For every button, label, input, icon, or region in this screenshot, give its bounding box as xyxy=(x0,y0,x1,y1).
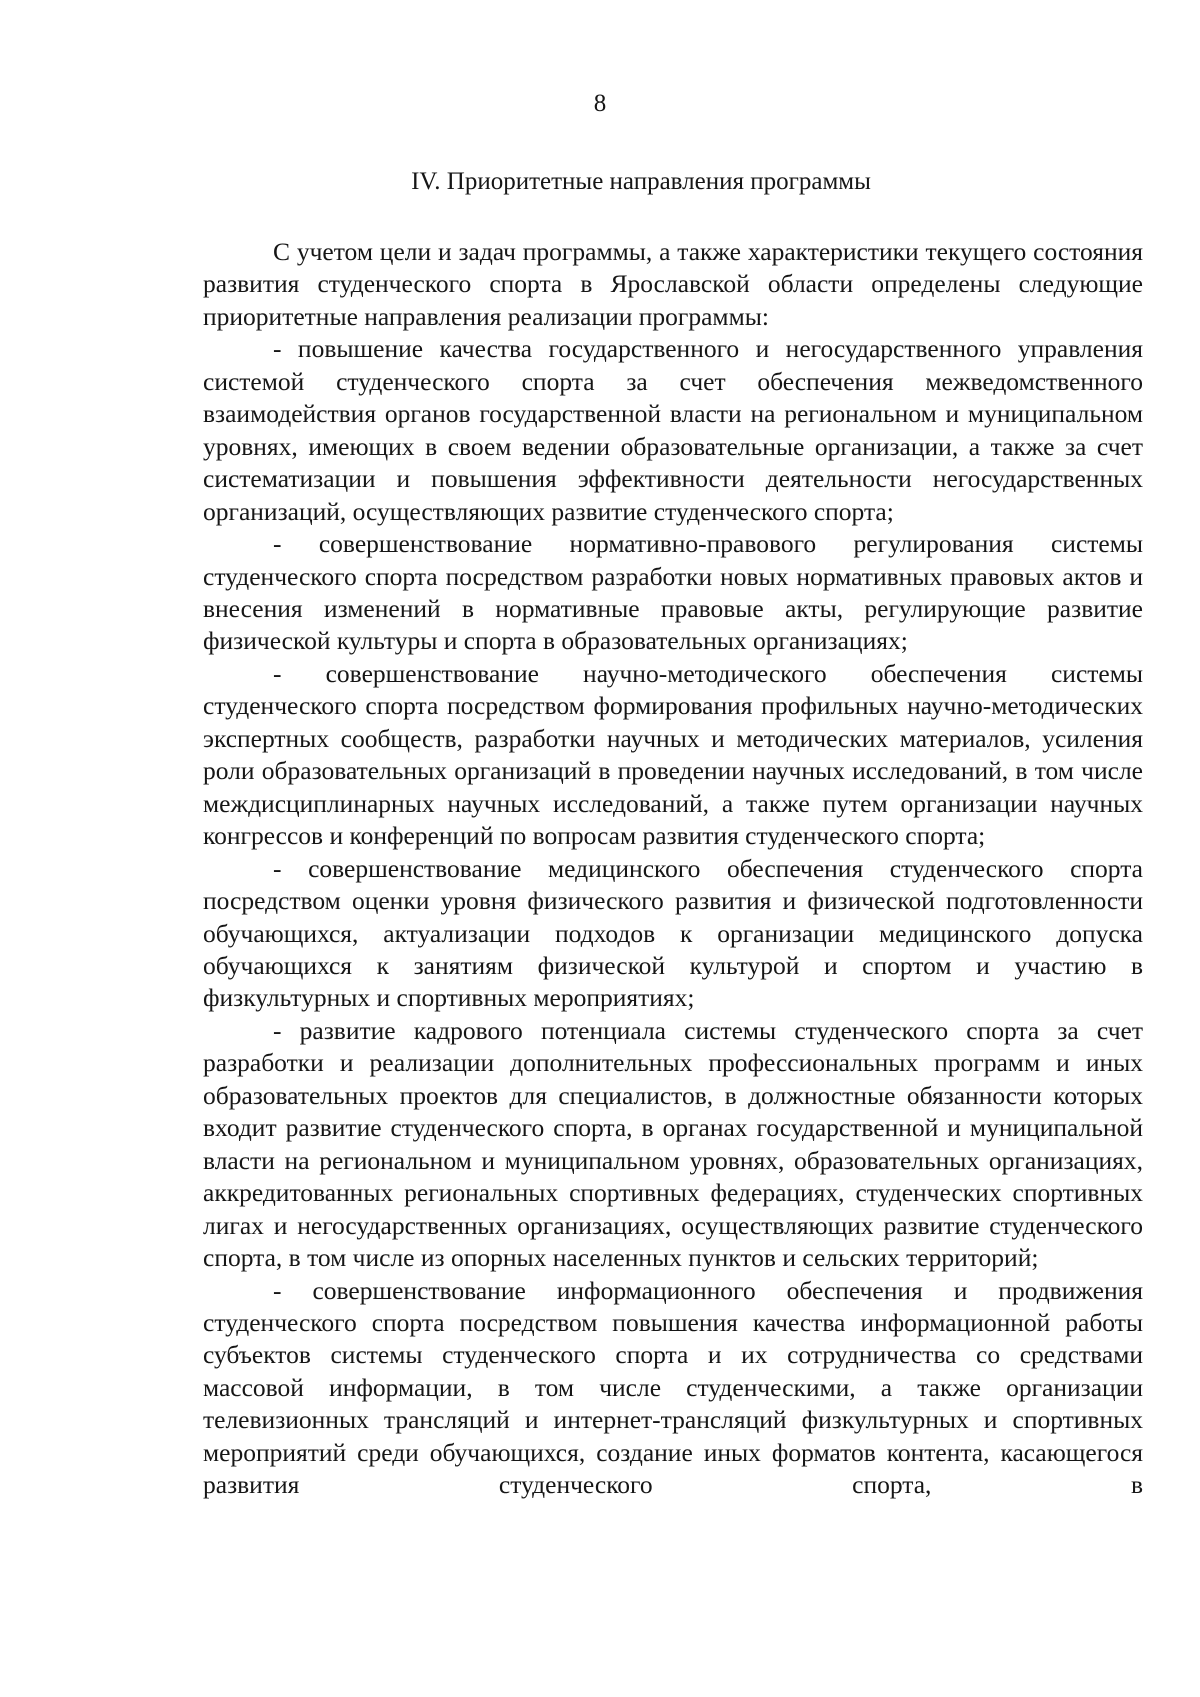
paragraph-information: - совершенствование информационного обеспечения и продвижения студенческого спорта посредством повышения качества информационной работы субъектов системы студенческого спорта и их сотрудничества со средствами массовой информации, в том числе студенческими, а также организации телевизионных трансляций и интернет-трансляций физкультурных и спортивных мероприятий среди обучающихся, создание иных форматов контента, касающегося развития студенческого спорта, в xyxy=(203,1275,1143,1500)
paragraph-governance: - повышение качества государственного и негосударственного управления системой студенческого спорта за счет обеспечения межведомственного взаимодействия органов государственной власти на региональном и муниципальном уровнях, имеющих в своем ведении образовательные организации, а также за счет систематизации и повышения эффективности деятельности негосударственных организаций, осуществляющих развитие студенческого спорта; xyxy=(203,334,1143,526)
page-number: 8 xyxy=(593,90,607,117)
paragraph-intro: С учетом цели и задач программы, а также характеристики текущего состояния развития студенческого спорта в Ярославской области определены следующие приоритетные направления реализации программы: xyxy=(203,237,1143,331)
paragraph-personnel: - развитие кадрового потенциала системы студенческого спорта за счет разработки и реализации дополнительных профессиональных программ и иных образовательных проектов для специалистов, в должностные обязанности которых входит развитие студенческого спорта, в органах государственной и муниципальной власти на региональном и муниципальном уровнях, образовательных организациях, аккредитованных региональных спортивных федерациях, студенческих спортивных лигах и негосударственных организациях, осуществляющих развитие студенческого спорта, в том числе из опорных населенных пунктов и сельских территорий; xyxy=(203,1015,1143,1273)
paragraph-regulation: - совершенствование нормативно-правового регулирования системы студенческого спорта посредством разработки новых нормативных правовых актов и внесения изменений в нормативные правовые акты, регулирующие развитие физической культуры и спорта в образовательных организациях; xyxy=(203,529,1143,656)
paragraph-science: - совершенствование научно-методического обеспечения системы студенческого спорта посредством формирования профильных научно-методических экспертных сообществ, разработки научных и методических материалов, усиления роли образовательных организаций в проведении научных исследований, в том числе междисциплинарных научных исследований, а также путем организации научных конгрессов и конференций по вопросам развития студенческого спорта; xyxy=(203,658,1143,851)
body-text xyxy=(203,236,1143,1502)
paragraph-medical: - совершенствование медицинского обеспечения студенческого спорта посредством оценки уровня физического развития и физической подготовленности обучающихся, актуализации подходов к организации медицинского допуска обучающихся к занятиям физической культурой и спортом и участию в физкультурных и спортивных мероприятиях; xyxy=(203,853,1143,1013)
section-title: IV. Приоритетные направления программы xyxy=(411,168,871,195)
